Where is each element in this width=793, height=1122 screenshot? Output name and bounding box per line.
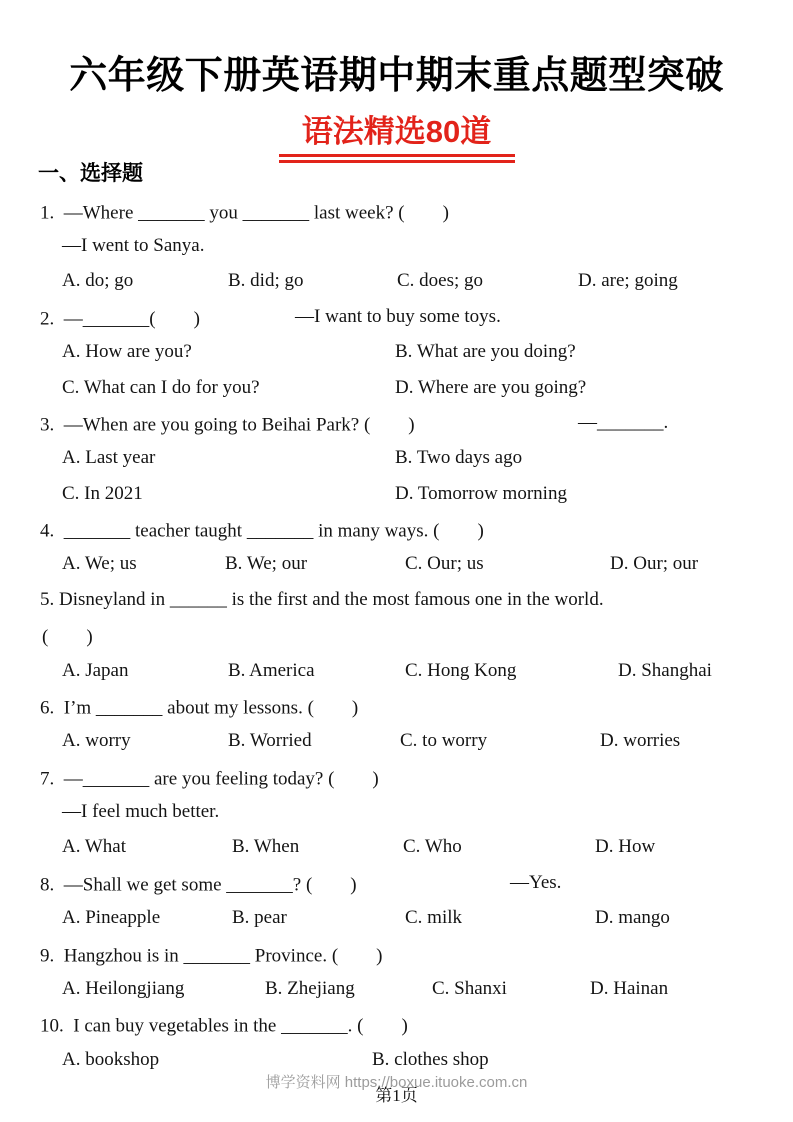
q7-reply — [0, 794, 793, 829]
section-heading: 一、选择题 — [38, 162, 143, 185]
q2-option-b: B. What are you doing? — [395, 341, 576, 363]
q5-option-d: D. Shanghai — [618, 659, 712, 681]
q1-options — [0, 264, 793, 299]
q5-question: 5. Disneyland in ______ is the first and the most famous one in the world. — [40, 588, 604, 610]
q4-option-b: B. We; our — [225, 553, 308, 575]
q3-options-cd — [0, 476, 793, 511]
q8-option-a: A. Pineapple — [62, 907, 161, 929]
q4-option-a: A. We; us — [62, 553, 137, 575]
q5-text — [0, 582, 793, 617]
q10-option-b: B. clothes shop — [372, 1048, 489, 1070]
q3-option-d: D. Tomorrow morning — [395, 482, 567, 504]
page-number: 第1页 — [375, 1086, 418, 1105]
q2-option-c: C. What can I do for you? — [62, 376, 260, 398]
q4-text — [0, 511, 793, 546]
q2-option-a: A. How are you? — [62, 341, 192, 363]
question-lines — [0, 193, 793, 1077]
q9-option-b: B. Zhejiang — [265, 977, 355, 999]
q8-option-c: C. milk — [405, 907, 463, 929]
q1-question: 1. —Where _______ you _______ last week? ( ) — [40, 202, 449, 224]
q7-option-c: C. Who — [403, 836, 462, 858]
q5-options — [0, 653, 793, 688]
q3-option-a: A. Last year — [62, 447, 156, 469]
q4-option-c: C. Our; us — [405, 553, 484, 575]
q2-text — [0, 299, 793, 334]
q8-text — [0, 865, 793, 900]
q7-option-b: B. When — [232, 836, 300, 858]
q4-options — [0, 547, 793, 582]
q1-option-b: B. did; go — [228, 270, 304, 292]
q5-option-a: A. Japan — [62, 659, 129, 681]
q5-bracket — [0, 618, 793, 653]
q9-option-c: C. Shanxi — [432, 977, 507, 999]
q10-question: 10. I can buy vegetables in the _______. ( ) — [40, 1015, 408, 1037]
q6-option-d: D. worries — [600, 730, 681, 752]
q7-option-a: A. What — [62, 836, 127, 858]
q2-options-cd — [0, 370, 793, 405]
q1-option-a: A. do; go — [62, 270, 134, 292]
q7-question: 7. —_______ are you feeling today? ( ) — [40, 768, 379, 790]
q8-reply: —Yes. — [510, 871, 562, 893]
q3-question: 3. —When are you going to Beihai Park? ( ) — [40, 414, 415, 436]
q2-reply: —I want to buy some toys. — [295, 305, 501, 327]
q5-answer-bracket: ( ) — [42, 626, 93, 648]
q8-option-b: B. pear — [232, 907, 287, 929]
q1-option-c: C. does; go — [397, 270, 484, 292]
subtitle-block — [0, 106, 793, 163]
q1-reply — [0, 228, 793, 263]
q9-option-a: A. Heilongjiang — [62, 977, 185, 999]
q2-option-d: D. Where are you going? — [395, 376, 587, 398]
q2-question: 2. —_______( ) — [40, 308, 200, 330]
q9-question: 9. Hangzhou is in _______ Province. ( ) — [40, 945, 383, 967]
q3-option-b: B. Two days ago — [395, 447, 523, 469]
q9-text — [0, 936, 793, 971]
q5-option-b: B. America — [228, 659, 315, 681]
q7-option-d: D. How — [595, 836, 656, 858]
q4-question: 4. _______ teacher taught _______ in many ways. ( ) — [40, 520, 484, 542]
q8-question: 8. —Shall we get some _______? ( ) — [40, 874, 357, 896]
q9-option-d: D. Hainan — [590, 977, 669, 999]
subtitle-underline — [279, 154, 515, 163]
q1-text — [0, 193, 793, 228]
q3-text — [0, 405, 793, 440]
q6-option-c: C. to worry — [400, 730, 488, 752]
q2-options-ab — [0, 335, 793, 370]
q6-options — [0, 724, 793, 759]
q6-option-a: A. worry — [62, 730, 131, 752]
watermark: 博学资料网 https://boxue.ituoke.com.cn — [265, 1074, 528, 1091]
q7-answer-line: —I feel much better. — [62, 801, 220, 823]
q1-option-d: D. are; going — [578, 270, 678, 292]
q3-reply: —_______. — [578, 411, 669, 433]
q5-option-c: C. Hong Kong — [405, 659, 517, 681]
q8-options — [0, 901, 793, 936]
q7-options — [0, 830, 793, 865]
subtitle: 语法精选80道 — [301, 114, 492, 149]
q8-option-d: D. mango — [595, 907, 670, 929]
q1-answer-line: —I went to Sanya. — [62, 235, 205, 257]
q3-options-ab — [0, 441, 793, 476]
q6-text — [0, 688, 793, 723]
q10-option-a: A. bookshop — [62, 1048, 160, 1070]
q6-question: 6. I’m _______ about my lessons. ( ) — [40, 697, 359, 719]
q10-text — [0, 1007, 793, 1042]
q4-option-d: D. Our; our — [610, 553, 699, 575]
q3-option-c: C. In 2021 — [62, 482, 143, 504]
q7-text — [0, 759, 793, 794]
q9-options — [0, 971, 793, 1006]
page-title: 六年级下册英语期中期末重点题型突破 — [69, 55, 724, 97]
q6-option-b: B. Worried — [228, 730, 312, 752]
